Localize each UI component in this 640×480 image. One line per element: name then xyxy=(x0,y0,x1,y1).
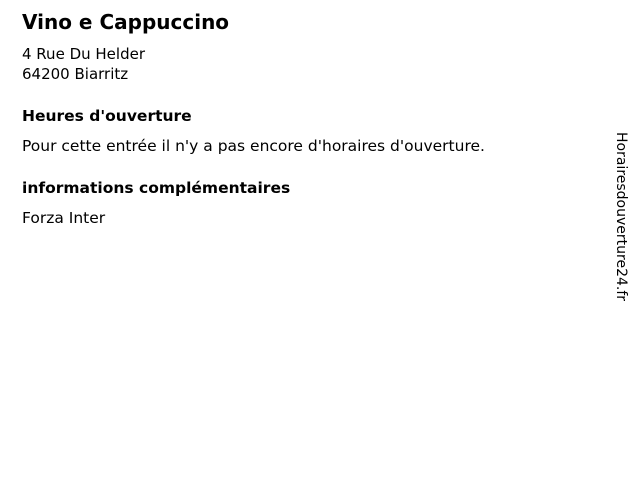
business-address xyxy=(22,44,600,84)
additional-info-text: Forza Inter xyxy=(22,209,106,227)
listing-content xyxy=(22,0,600,228)
section-additional-info xyxy=(22,179,600,228)
site-watermark-vertical: Horairesdouverture24.fr xyxy=(613,132,629,302)
additional-info-heading: informations complémentaires xyxy=(22,179,291,197)
business-name-title: Vino e Cappuccino xyxy=(22,10,230,34)
section-opening-hours xyxy=(22,107,600,156)
opening-hours-heading: Heures d'ouverture xyxy=(22,107,192,125)
address-street-line: 4 Rue Du Helder xyxy=(22,45,145,63)
opening-hours-text: Pour cette entrée il n'y a pas encore d'horaires d'ouverture. xyxy=(22,137,485,155)
address-city-line: 64200 Biarritz xyxy=(22,65,129,83)
